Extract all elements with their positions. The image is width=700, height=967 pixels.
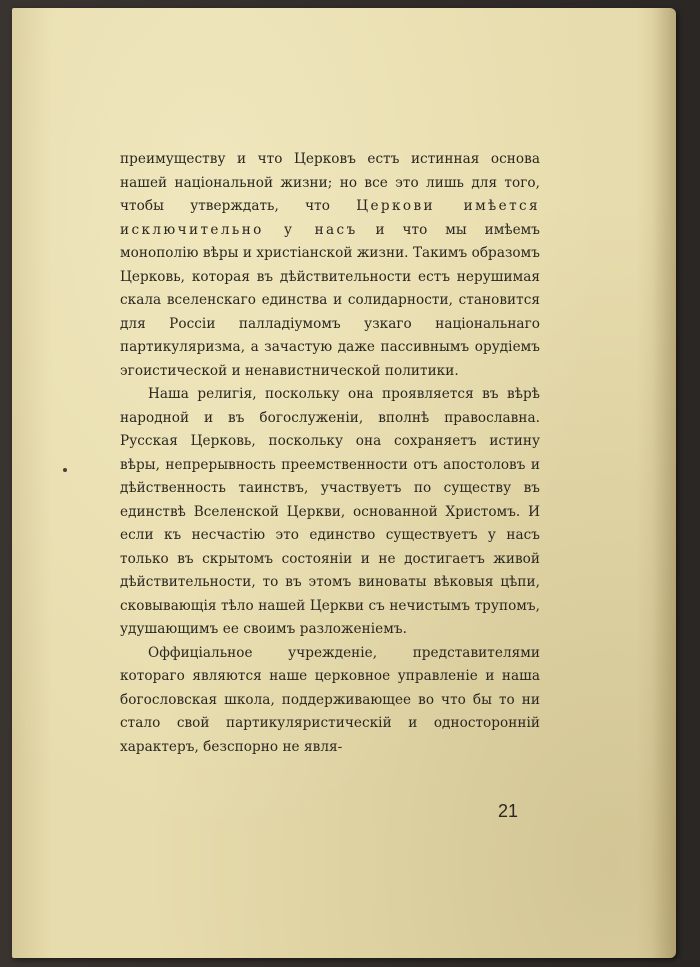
page-edge-shadow xyxy=(652,8,676,958)
page-number: 21 xyxy=(498,801,519,821)
paragraph-3: Оффиціальное учрежденіе, представителями котораго являются наше церковное управленіе и наша богословская школа, поддерживающее во что бы то ни стало свой партикуляристическій и односторонній характеръ, безспорно не явля- xyxy=(120,644,540,755)
paragraph-1-spaced-emphasis: Церкови имѣется исключительно у насъ xyxy=(120,198,540,238)
page-body-text xyxy=(120,148,540,759)
paragraph-1-part-3: и что мы имѣемъ монополію вѣры и христіанской жизни. Такимъ образомъ Церковь, которая въ дѣйствительности естъ нерушимая скала вселенскаго единства и солидарности, становится для Россіи палладіумомъ узкаго національнаго партикуляризма, а зачастую даже пассивнымъ орудіемъ эгоистической и ненавистнической политики. xyxy=(120,221,540,379)
paragraph-2: Наша религія, поскольку она проявляется въ вѣрѣ народной и въ богослуженіи, вполнѣ православна. Русская Церковь, поскольку она сохраняетъ истину вѣры, непрерывность преемственности отъ апостоловъ и дѣйственность таинствъ, участвуетъ по существу въ единствѣ Вселенской Церкви, основанной Христомъ. И если къ несчастію это единство существуетъ у насъ только въ скрытомъ состояніи и не достигаетъ живой дѣйствительности, то въ этомъ виноваты вѣковыя цѣпи, сковывающія тѣло нашей Церкви съ нечистымъ трупомъ, удушающимъ ее своимъ разложеніемъ. xyxy=(120,386,540,637)
paragraph-1 xyxy=(120,148,540,383)
paper-speck xyxy=(63,468,67,472)
paragraph-1-part-1: преимуществу и что Церковъ естъ истинная основа нашей національной жизни; но все это лишь для того, чтобы утверждать, что xyxy=(120,151,540,214)
